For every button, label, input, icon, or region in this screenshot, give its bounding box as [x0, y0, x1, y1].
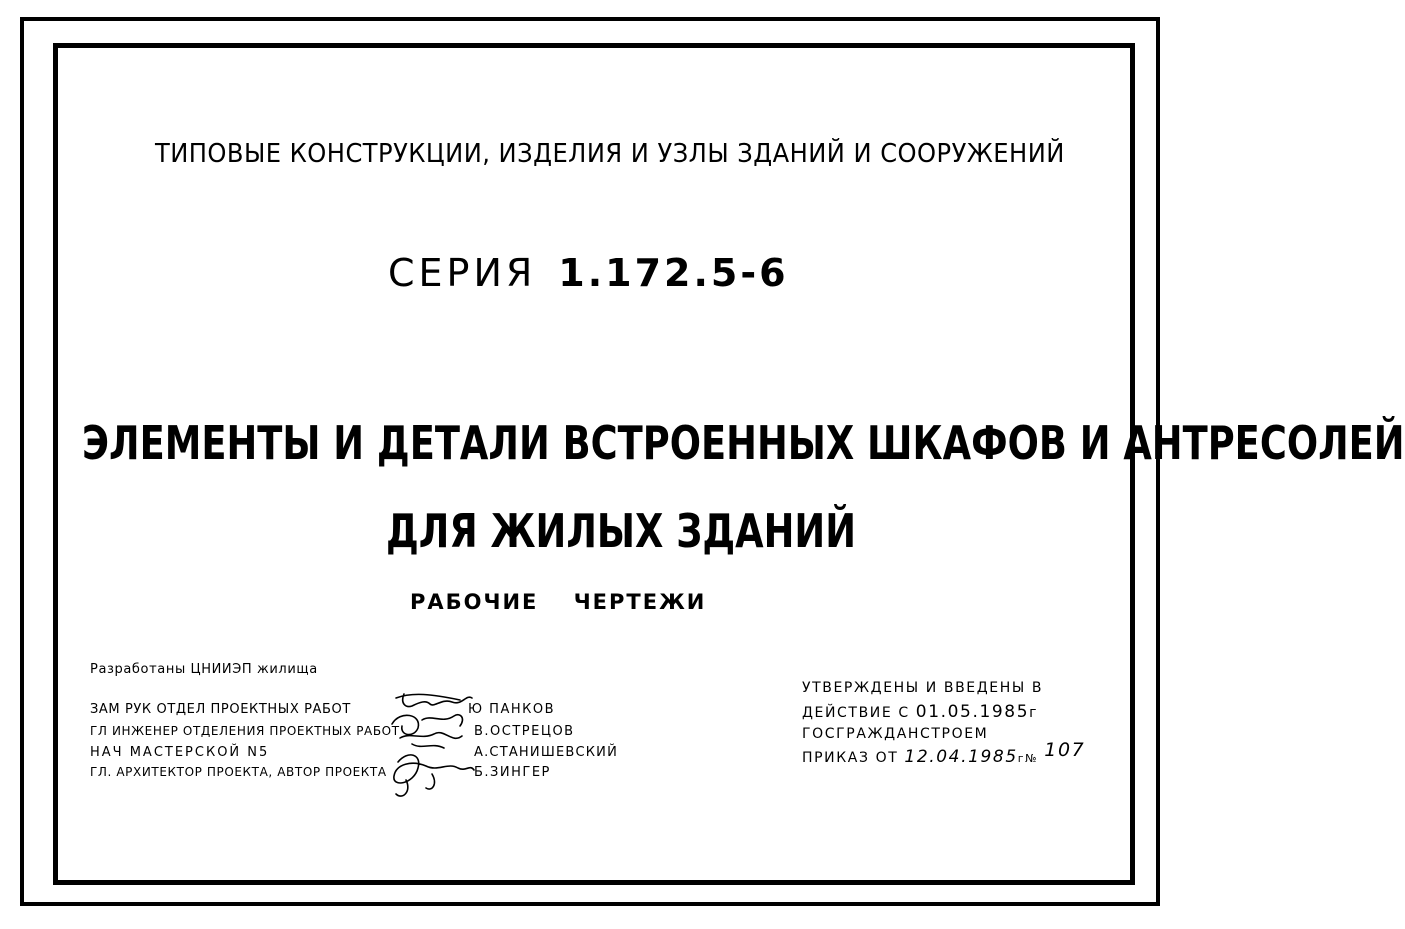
- approval-line1: УТВЕРЖДЕНЫ И ВВЕДЕНЫ В: [802, 680, 1044, 696]
- approval-line2: [802, 704, 1038, 721]
- series-label: СЕРИЯ: [388, 251, 537, 295]
- developer-name-1: Ю ПАНКОВ: [468, 702, 555, 717]
- approval-effective-suffix: г: [1029, 705, 1039, 721]
- document-title-line2: ДЛЯ ЖИЛЫХ ЗДАНИЙ: [386, 504, 857, 558]
- signatures-graphic: [382, 688, 482, 806]
- document-subtitle: РАБОЧИЕ ЧЕРТЕЖИ: [410, 590, 707, 614]
- approval-line3: ГОСГРАЖДАНСТРОЕМ: [802, 726, 989, 742]
- developer-name-4: Б.ЗИНГЕР: [474, 765, 551, 780]
- developer-name-2: В.ОСТРЕЦОВ: [474, 724, 575, 739]
- developer-position-3: НАЧ МАСТЕРСКОЙ N5: [90, 745, 270, 760]
- developer-position-4: ГЛ. АРХИТЕКТОР ПРОЕКТА, АВТОР ПРОЕКТА: [90, 765, 387, 779]
- developer-position-1: ЗАМ РУК ОТДЕЛ ПРОЕКТНЫХ РАБОТ: [90, 702, 351, 717]
- series-line: [388, 251, 789, 295]
- document-title-line1: ЭЛЕМЕНТЫ И ДЕТАЛИ ВСТРОЕННЫХ ШКАФОВ И АНТРЕСОЛЕЙ: [82, 416, 1405, 470]
- approval-order-no-label: г№: [1017, 752, 1039, 765]
- approval-line4: [802, 739, 1086, 767]
- approval-effective-date: 01.05.1985: [915, 702, 1030, 722]
- approval-order-label: ПРИКАЗ ОТ: [802, 750, 899, 766]
- developer-position-2: ГЛ ИНЖЕНЕР ОТДЕЛЕНИЯ ПРОЕКТНЫХ РАБОТ: [90, 724, 400, 738]
- collection-title: ТИПОВЫЕ КОНСТРУКЦИИ, ИЗДЕЛИЯ И УЗЛЫ ЗДАНИЙ И СООРУЖЕНИЙ: [155, 139, 1065, 169]
- approval-effective-label: ДЕЙСТВИЕ С: [802, 705, 910, 721]
- developed-by: Разработаны ЦНИИЭП жилища: [90, 662, 318, 677]
- approval-order-number: 107: [1044, 739, 1086, 761]
- series-number: 1.172.5-6: [558, 251, 789, 295]
- developer-name-3: А.СТАНИШЕВСКИЙ: [474, 745, 619, 760]
- approval-order-date: 12.04.1985: [904, 747, 1018, 767]
